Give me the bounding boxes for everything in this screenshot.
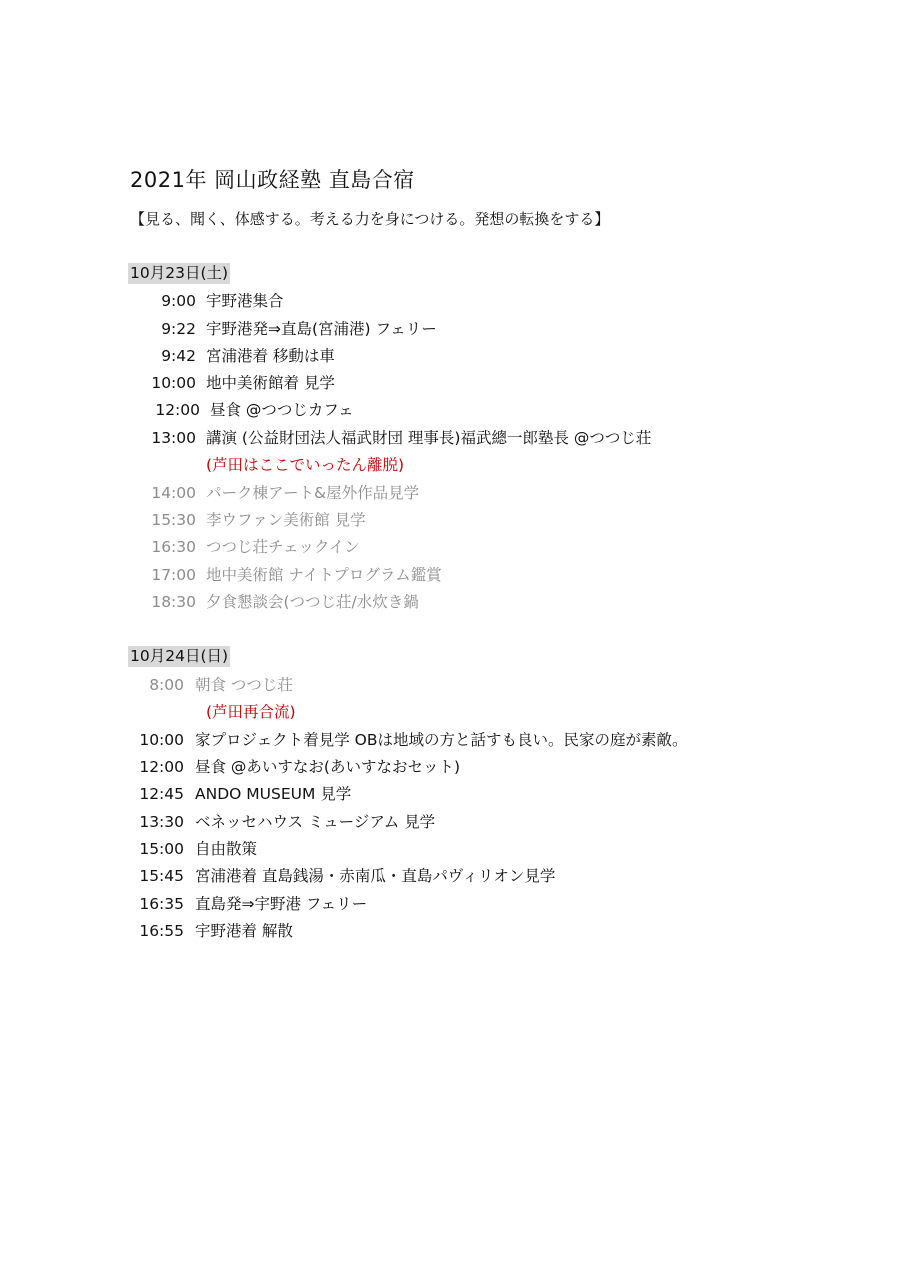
schedule-desc: 李ウファン美術館 見学 [206, 511, 366, 529]
schedule-desc: 自由散策 [195, 840, 258, 858]
schedule-time: 13:00 [151, 429, 196, 447]
schedule-desc: 直島発⇒宇野港 フェリー [195, 895, 368, 913]
schedule-desc: 講演 (公益財団法人福武財団 理事長)福武總一郎塾長 @つつじ荘 [206, 429, 652, 447]
schedule-desc: 地中美術館着 見学 [206, 374, 335, 392]
schedule-time: 17:00 [151, 566, 196, 584]
schedule-desc: 昼食 @あいすなお(あいすなおセット) [195, 758, 461, 776]
page-title: 2021年 岡山政経塾 直島合宿 [130, 168, 415, 192]
schedule-time: 15:00 [139, 840, 184, 858]
schedule-time: 16:55 [139, 922, 184, 940]
schedule-desc: 夕食懇談会(つつじ荘/水炊き鍋 [206, 593, 419, 611]
schedule-desc: 昼食 @つつじカフェ [210, 401, 354, 419]
schedule-time: 9:42 [161, 347, 196, 365]
schedule-time: 10:00 [151, 374, 196, 392]
schedule-desc: 宇野港発⇒直島(宮浦港) フェリー [206, 320, 437, 338]
schedule-time: 9:00 [161, 292, 196, 310]
schedule-desc: 宮浦港着 直島銭湯・赤南瓜・直島パヴィリオン見学 [195, 867, 556, 885]
schedule-time: 10:00 [139, 731, 184, 749]
schedule-time: 13:30 [139, 813, 184, 831]
schedule-desc: 宮浦港着 移動は車 [206, 347, 335, 365]
schedule-time: 8:00 [149, 676, 184, 694]
schedule-time: 15:45 [139, 867, 184, 885]
schedule-note: (芦田はここでいったん離脱) [206, 456, 405, 474]
schedule-time: 16:35 [139, 895, 184, 913]
day1-heading: 10月23日(土) [130, 264, 229, 282]
schedule-desc: つつじ荘チェックイン [206, 538, 360, 556]
schedule-time: 12:00 [155, 401, 200, 419]
schedule-desc: 地中美術館 ナイトプログラム鑑賞 [206, 566, 442, 584]
schedule-desc: 宇野港集合 [206, 292, 284, 310]
schedule-desc: 宇野港着 解散 [195, 922, 293, 940]
schedule-time: 16:30 [151, 538, 196, 556]
schedule-desc: 家プロジェクト着見学 OBは地域の方と話すも良い。民家の庭が素敵。 [195, 731, 688, 749]
schedule-time: 15:30 [151, 511, 196, 529]
schedule-time: 18:30 [151, 593, 196, 611]
schedule-time: 12:00 [139, 758, 184, 776]
schedule-desc: ベネッセハウス ミュージアム 見学 [195, 813, 436, 831]
schedule-desc: パーク棟アート&屋外作品見学 [206, 484, 420, 502]
schedule-time: 12:45 [139, 785, 184, 803]
day2-heading: 10月24日(日) [130, 647, 229, 665]
schedule-time: 14:00 [151, 484, 196, 502]
schedule-time: 9:22 [161, 320, 196, 338]
schedule-desc: 朝食 つつじ荘 [195, 676, 293, 694]
page-subtitle: 【見る、聞く、体感する。考える力を身につける。発想の転換をする】 [130, 210, 610, 228]
schedule-note: (芦田再合流) [206, 703, 296, 721]
schedule-desc: ANDO MUSEUM 見学 [195, 785, 352, 803]
